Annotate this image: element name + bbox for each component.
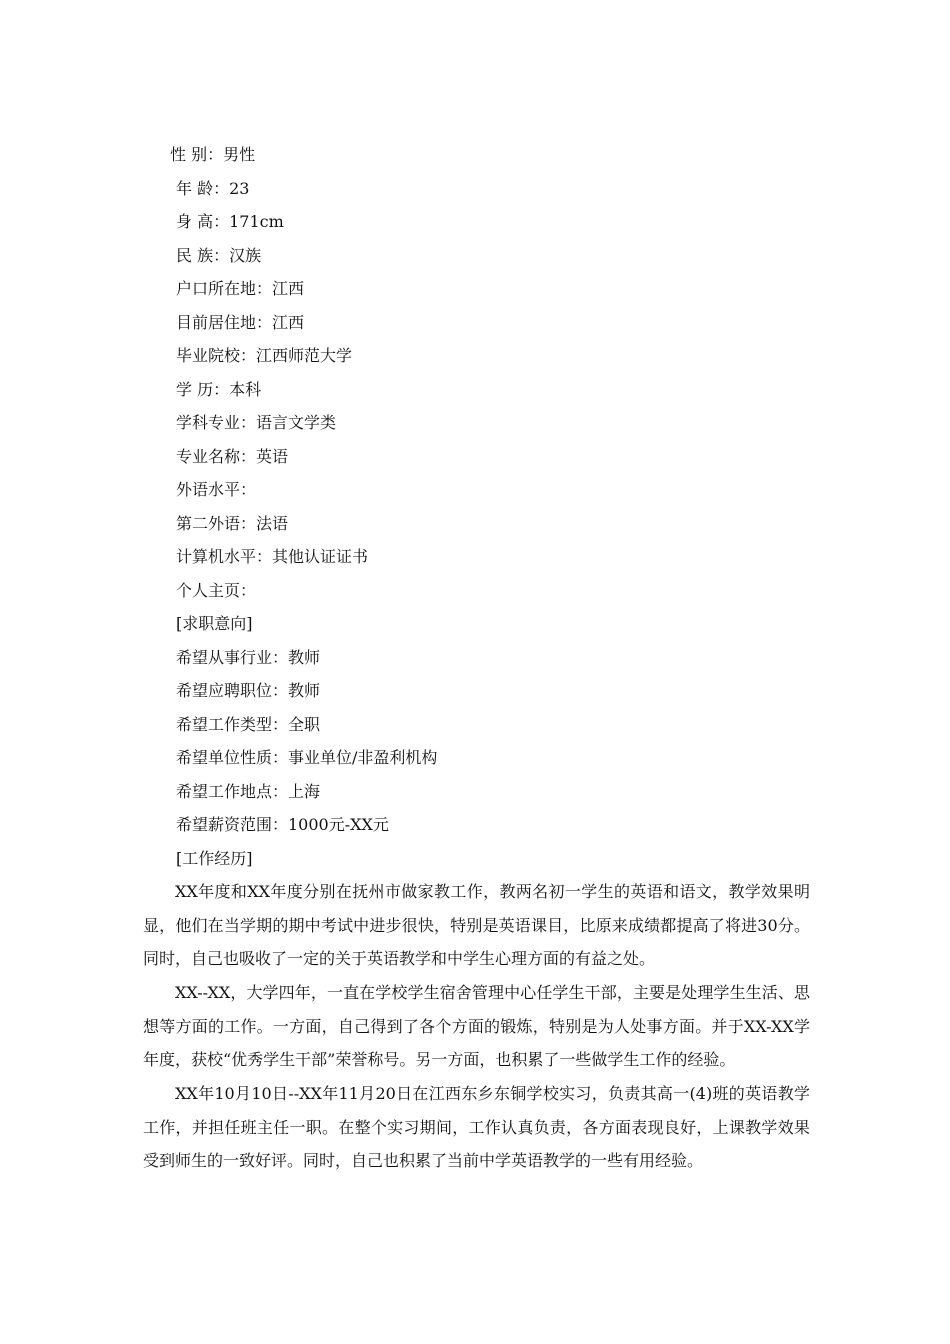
school-line: 毕业院校：江西师范大学 [176, 346, 353, 365]
height-line: 身 高：171cm [176, 212, 284, 231]
desired-employer-type-line: 希望单位性质：事业单位/非盈利机构 [176, 748, 438, 767]
desired-salary-line: 希望薪资范围：1000元-XX元 [176, 815, 389, 834]
work-experience-paragraph-2: XX--XX，大学四年，一直在学校学生宿舍管理中心任学生干部，主要是处理学生生活、思想等方面的工作。一方面，自己得到了各个方面的锻炼，特别是为人处事方面。并于XX-XX学年度，获校“优秀学生干部”荣誉称号。另一方面，也积累了一些做学生工作的经验。 [143, 983, 810, 1069]
hukou-line: 户口所在地：江西 [176, 279, 305, 298]
second-language-line: 第二外语：法语 [176, 514, 289, 533]
ethnicity-line: 民 族：汉族 [176, 246, 262, 265]
age-line: 年 龄：23 [176, 179, 250, 198]
work-experience-paragraph-3: XX年10月10日--XX年11月20日在江西东乡东铜学校实习，负责其高一(4)班的英语教学工作，并担任班主任一职。在整个实习期间，工作认真负责，各方面表现良好，上课教学效果受到师生的一致好评。同时，自己也积累了当前中学英语教学的一些有用经验。 [143, 1084, 810, 1170]
work-experience-paragraph-1: XX年度和XX年度分别在抚州市做家教工作，教两名初一学生的英语和语文，教学效果明显，他们在当学期的期中考试中进步很快，特别是英语课目，比原来成绩都提高了将进30分。同时，自己也吸收了一定的关于英语教学和中学生心理方面的有益之处。 [143, 882, 810, 968]
work-experience-heading: [工作经历] [176, 849, 253, 868]
discipline-line: 学科专业：语言文学类 [176, 413, 337, 432]
gender-line: 性 别：男性 [170, 145, 256, 164]
job-intention-heading: [求职意向] [176, 614, 253, 633]
desired-job-type-line: 希望工作类型：全职 [176, 715, 321, 734]
major-line: 专业名称：英语 [176, 447, 289, 466]
foreign-language-line: 外语水平： [176, 480, 257, 499]
desired-industry-line: 希望从事行业：教师 [176, 648, 321, 667]
desired-position-line: 希望应聘职位：教师 [176, 681, 321, 700]
computer-level-line: 计算机水平：其他认证证书 [176, 547, 369, 566]
homepage-line: 个人主页： [176, 581, 257, 600]
desired-location-line: 希望工作地点：上海 [176, 782, 321, 801]
education-line: 学 历：本科 [176, 380, 262, 399]
residence-line: 目前居住地：江西 [176, 313, 305, 332]
